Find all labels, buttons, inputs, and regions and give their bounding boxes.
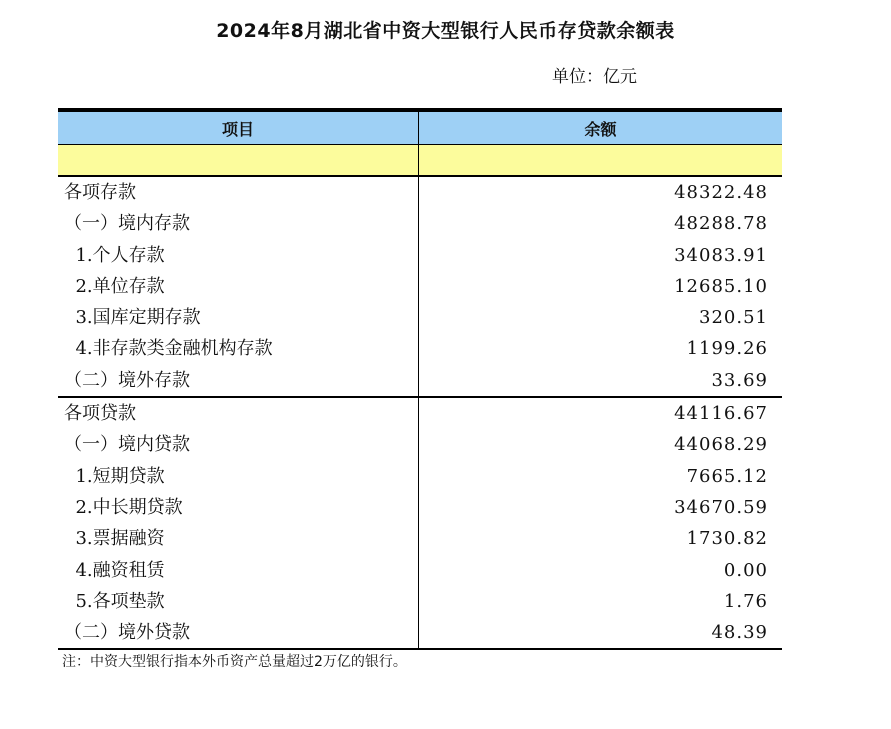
row-value: 320.51 bbox=[699, 307, 768, 329]
row-label: （二）境外存款 bbox=[58, 365, 419, 396]
unit-label: 单位：亿元 bbox=[552, 67, 637, 87]
row-value: 0.00 bbox=[723, 559, 768, 581]
header-balance: 余额 bbox=[584, 119, 617, 139]
table-row bbox=[58, 523, 782, 554]
row-label: 2.单位存款 bbox=[58, 271, 419, 302]
table-row bbox=[58, 586, 782, 617]
table-row bbox=[58, 302, 782, 333]
table-row bbox=[58, 177, 782, 208]
table-row bbox=[58, 365, 782, 396]
row-label: （二）境外贷款 bbox=[58, 617, 419, 648]
row-label: 1.短期贷款 bbox=[58, 461, 419, 492]
table-row bbox=[58, 492, 782, 523]
table-row bbox=[58, 333, 782, 364]
subheader-right bbox=[419, 145, 782, 175]
table-row bbox=[58, 461, 782, 492]
header-item: 项目 bbox=[58, 112, 419, 144]
row-label: 各项存款 bbox=[58, 177, 419, 208]
table-subheader bbox=[58, 145, 782, 177]
row-value: 44116.67 bbox=[674, 403, 768, 425]
table-row bbox=[58, 555, 782, 586]
table-row bbox=[58, 208, 782, 239]
table-header bbox=[58, 112, 782, 145]
table-row bbox=[58, 271, 782, 302]
row-value: 12685.10 bbox=[674, 275, 768, 297]
subheader-left bbox=[58, 145, 419, 175]
row-value: 34670.59 bbox=[674, 496, 768, 518]
row-label: （一）境内存款 bbox=[58, 208, 419, 239]
row-value: 7665.12 bbox=[686, 465, 768, 487]
row-value: 1.76 bbox=[723, 590, 768, 612]
row-label: 2.中长期贷款 bbox=[58, 492, 419, 523]
row-value: 33.69 bbox=[711, 369, 768, 391]
row-label: 4.融资租赁 bbox=[58, 555, 419, 586]
row-value: 48.39 bbox=[711, 622, 768, 644]
row-value: 48322.48 bbox=[674, 182, 768, 203]
row-label: 3.票据融资 bbox=[58, 523, 419, 554]
table-row bbox=[58, 240, 782, 271]
row-value: 44068.29 bbox=[674, 434, 768, 456]
balance-table bbox=[58, 108, 782, 650]
row-value: 1199.26 bbox=[686, 338, 768, 360]
table-row bbox=[58, 398, 782, 429]
page-title: 2024年8月湖北省中资大型银行人民币存贷款余额表 bbox=[216, 20, 675, 42]
footnote: 注：中资大型银行指本外币资产总量超过2万亿的银行。 bbox=[62, 654, 407, 670]
row-value: 1730.82 bbox=[686, 528, 768, 550]
table-row bbox=[58, 617, 782, 648]
row-value: 34083.91 bbox=[674, 244, 768, 266]
row-label: （一）境内贷款 bbox=[58, 429, 419, 460]
table-row bbox=[58, 429, 782, 460]
row-label: 各项贷款 bbox=[58, 398, 419, 429]
row-label: 3.国库定期存款 bbox=[58, 302, 419, 333]
loans-section bbox=[58, 398, 782, 648]
row-label: 4.非存款类金融机构存款 bbox=[58, 333, 419, 364]
row-label: 1.个人存款 bbox=[58, 240, 419, 271]
row-label: 5.各项垫款 bbox=[58, 586, 419, 617]
row-value: 48288.78 bbox=[674, 213, 768, 235]
deposits-section bbox=[58, 177, 782, 398]
